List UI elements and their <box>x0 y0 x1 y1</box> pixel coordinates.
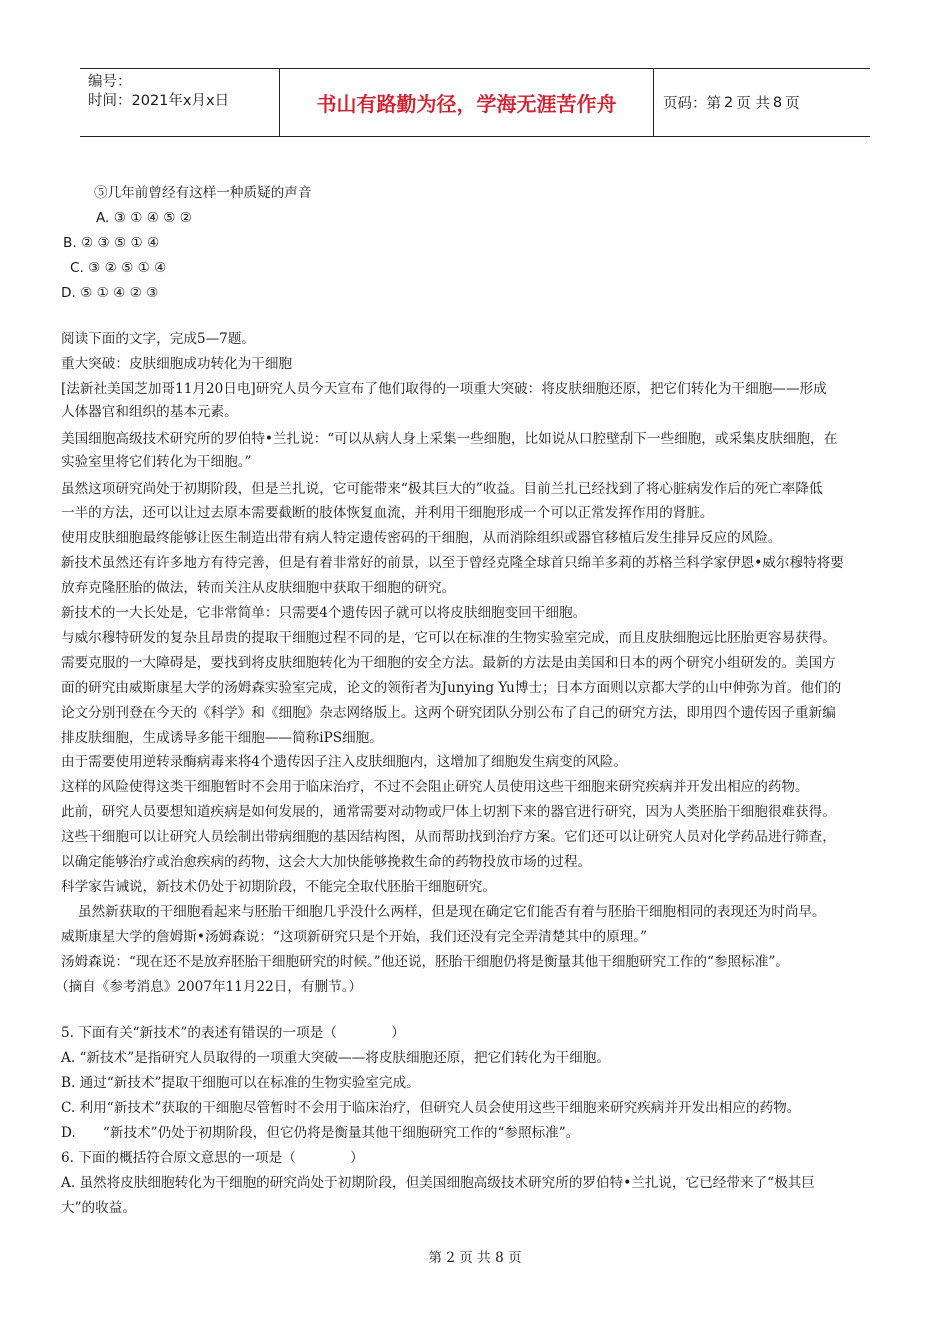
paragraph-line: 实验室里将它们转化为干细胞。” <box>61 454 252 470</box>
paragraph-line: 此前，研究人员要想知道疾病是如何发展的，通常需要对动物或尸体上切割下来的器官进行研究，因为人类胚胎干细胞很难获得。 <box>61 804 836 820</box>
question-5-option-c: C. 利用“新技术”获取的干细胞尽管暂时不会用于临床治疗，但研究人员会使用这些干细胞来研究疾病并开发出相应的药物。 <box>61 1100 801 1116</box>
paragraph-line: 使用皮肤细胞最终能够让医生制造出带有病人特定遗传密码的干细胞，从而消除组织或器官移植后发生排异反应的风险。 <box>61 530 782 546</box>
date-label: 时间：2021年x月x日 <box>88 93 230 109</box>
question-5-option-d: D. “新技术”仍处于初期阶段，但它仍将是衡量其他干细胞研究工作的“参照标准”。 <box>61 1125 580 1141</box>
paragraph-line: 威斯康星大学的詹姆斯•汤姆森说：“这项新研究只是个开始，我们还没有完全弄清楚其中的原理。” <box>61 929 648 945</box>
page-header <box>80 68 870 137</box>
paragraph-line: 新技术的一大长处是，它非常简单：只需要4个遗传因子就可以将皮肤细胞变回干细胞。 <box>61 605 587 621</box>
source-note: （摘自《参考消息》2007年11月22日，有删节。） <box>55 979 363 995</box>
page-mid-label: 页 共 <box>736 96 770 112</box>
reading-instruction: 阅读下面的文字，完成5—7题。 <box>61 331 256 347</box>
question-6-option-a: A. 虽然将皮肤细胞转化为干细胞的研究尚处于初期阶段，但美国细胞高级技术研究所的罗伯特•兰扎说，它已经带来了“极其巨 <box>61 1175 815 1191</box>
paragraph-line: 一半的方法，还可以让过去原本需要截断的肢体恢复血流，并利用干细胞形成一个可以正常发挥作用的肾脏。 <box>61 505 714 521</box>
paragraph-line: 与威尔穆特研发的复杂且昂贵的提取干细胞过程不同的是，它可以在标准的生物实验室完成，而且皮肤细胞远比胚胎更容易获得。 <box>61 630 836 646</box>
paragraph-line: 汤姆森说：“现在还不是放弃胚胎干细胞研究的时候。”他还说，胚胎干细胞仍将是衡量其他干细胞研究工作的“参照标准”。 <box>61 954 789 970</box>
article-title: 重大突破：皮肤细胞成功转化为干细胞 <box>61 356 293 372</box>
paragraph-line: 这些干细胞可以让研究人员绘制出带病细胞的基因结构图，从而帮助找到治疗方案。它们还可以让研究人员对化学药品进行筛查， <box>61 829 836 845</box>
header-motto: 书山有路勤为径，学海无涯苦作舟 <box>280 69 654 136</box>
page-number: 2 <box>724 94 734 111</box>
paragraph-line: 这样的风险使得这类干细胞暂时不会用于临床治疗，不过不会阻止研究人员使用这些干细胞来研究疾病并开发出相应的药物。 <box>61 779 809 795</box>
option-b: B. ② ③ ⑤ ① ④ <box>63 235 160 251</box>
header-meta <box>80 69 280 136</box>
question-5-option-b: B. 通过“新技术”提取干细胞可以在标准的生物实验室完成。 <box>61 1075 420 1091</box>
paragraph-line: 科学家告诫说，新技术仍处于初期阶段，不能完全取代胚胎干细胞研究。 <box>61 879 496 895</box>
question-6-option-a-cont: 大”的收益。 <box>61 1200 136 1216</box>
paragraph-line: 论文分别刊登在今天的《科学》和《细胞》杂志网络版上。这两个研究团队分别公布了自己的研究方法，即用四个遗传因子重新编 <box>61 705 836 721</box>
question-5: 5. 下面有关“新技术”的表述有错误的一项是（ ） <box>61 1025 405 1041</box>
paragraph-line: 人体器官和组织的基本元素。 <box>61 404 238 420</box>
option-d: D. ⑤ ① ④ ② ③ <box>61 285 159 301</box>
number-label: 编号： <box>88 74 132 90</box>
paragraph-line: 面的研究由威斯康星大学的汤姆森实验室完成，论文的领衔者为Junying Yu博士；日本方面则以京都大学的山中伸弥为首。他们的 <box>61 680 842 696</box>
page-label: 页码：第 <box>663 96 721 112</box>
page-footer: 第 2 页 共 8 页 <box>428 1250 522 1266</box>
option-a: A. ③ ① ④ ⑤ ② <box>96 210 192 226</box>
paragraph-line: 排皮肤细胞，生成诱导多能干细胞——简称iPS细胞。 <box>61 730 383 746</box>
question-6: 6. 下面的概括符合原文意思的一项是（ ） <box>61 1150 364 1166</box>
paragraph-line: 虽然新获取的干细胞看起来与胚胎干细胞几乎没什么两样，但是现在确定它们能否有着与胚胎干细胞相同的表现还为时尚早。 <box>78 904 826 920</box>
option-c: C. ③ ② ⑤ ① ④ <box>70 260 167 276</box>
paragraph-line: 由于需要使用逆转录酶病毒来将4个遗传因子注入皮肤细胞内，这增加了细胞发生病变的风险。 <box>61 754 627 770</box>
paragraph-line: 以确定能够治疗或治愈疾病的药物，这会大大加快能够挽救生命的药物投放市场的过程。 <box>61 854 592 870</box>
paragraph-line: 虽然这项研究尚处于初期阶段，但是兰扎说，它可能带来“极其巨大的”收益。目前兰扎已经找到了将心脏病发作后的死亡率降低 <box>61 481 823 497</box>
paragraph-line: 美国细胞高级技术研究所的罗伯特•兰扎说：“可以从病人身上采集一些细胞，比如说从口腔壁刮下一些细胞，或采集皮肤细胞，在 <box>61 431 838 447</box>
paragraph-line: 放弃克隆胚胎的做法，转而关注从皮肤细胞中获取干细胞的研究。 <box>61 580 456 596</box>
header-page-info <box>654 69 870 136</box>
question-item: ⑤几年前曾经有这样一种质疑的声音 <box>94 185 312 201</box>
paragraph-line: 新技术虽然还有许多地方有待完善，但是有着非常好的前景，以至于曾经克隆全球首只绵羊多莉的苏格兰科学家伊恩•威尔穆特将要 <box>61 555 844 571</box>
paragraph-line: [法新社美国芝加哥11月20日电]研究人员今天宣布了他们取得的一项重大突破：将皮肤细胞还原，把它们转化为干细胞——形成 <box>61 381 827 397</box>
page-total: 8 <box>772 94 783 111</box>
page-end-label: 页 <box>785 96 800 112</box>
paragraph-line: 需要克服的一大障碍是，要找到将皮肤细胞转化为干细胞的安全方法。最新的方法是由美国和日本的两个研究小组研发的。美国方 <box>61 655 836 671</box>
question-5-option-a: A. “新技术”是指研究人员取得的一项重大突破——将皮肤细胞还原，把它们转化为干细胞。 <box>61 1050 610 1066</box>
